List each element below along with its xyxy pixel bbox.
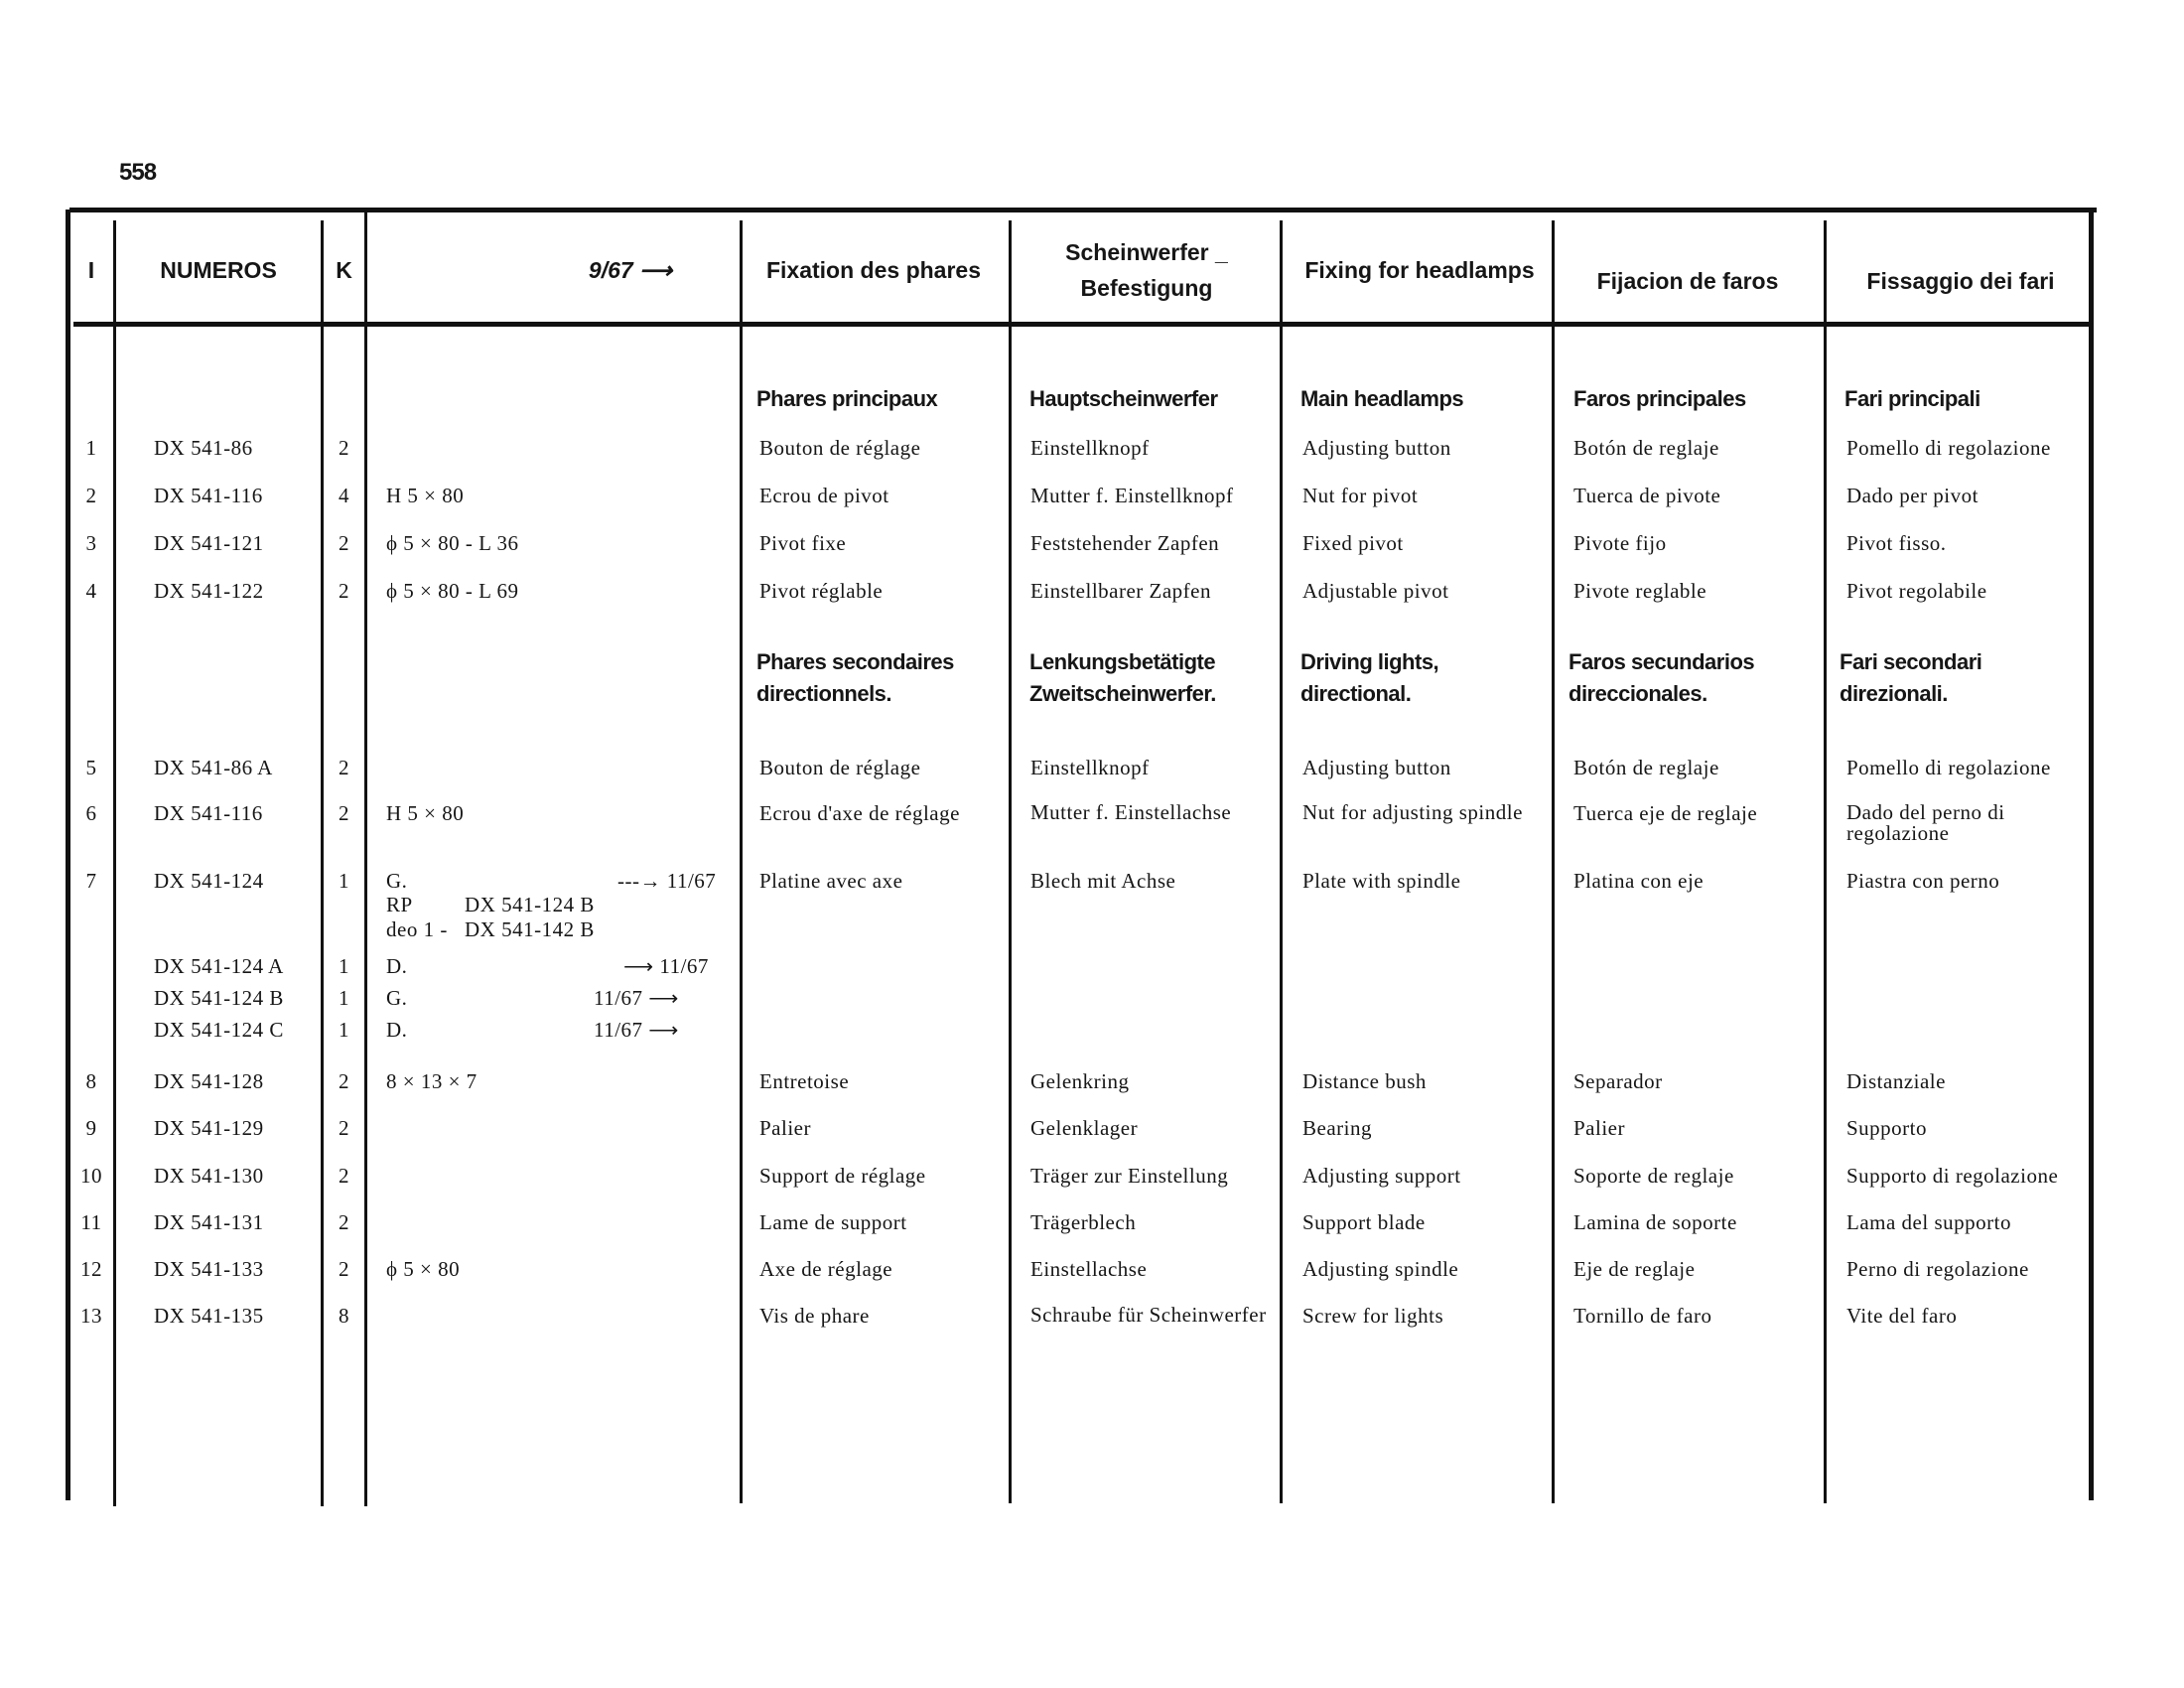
description-es: Tornillo de faro: [1573, 1304, 1712, 1328]
column-divider: [1280, 220, 1283, 1503]
variant-spec: D.: [386, 1018, 408, 1042]
section-heading-de: Hauptscheinwerfer: [1029, 386, 1218, 411]
variant-part-number: DX 541-124 B: [154, 986, 284, 1010]
part-number: DX 541-86 A: [154, 756, 273, 779]
description-es: Pivote reglable: [1573, 579, 1707, 603]
section-heading-en: Main headlamps: [1300, 386, 1464, 411]
description-it: Vite del faro: [1846, 1304, 1958, 1328]
variant-date-range: ⟶ 11/67: [623, 954, 709, 978]
description-en: Adjusting button: [1302, 436, 1451, 460]
part-number: DX 541-131: [154, 1210, 264, 1234]
description-fr: Platine avec axe: [759, 869, 903, 893]
description-es: Eje de reglaje: [1573, 1257, 1696, 1281]
quantity: 2: [339, 531, 349, 555]
row7-deo-value: DX 541-142 B: [465, 917, 595, 941]
description-en: Distance bush: [1302, 1069, 1427, 1093]
description-es: Botón de reglaje: [1573, 436, 1719, 460]
quantity: 2: [339, 801, 349, 825]
quantity: 4: [339, 484, 349, 507]
row-index: 5: [85, 756, 97, 779]
column-divider: [1552, 220, 1555, 1503]
row-index: 7: [85, 869, 97, 893]
description-it: Supporto di regolazione: [1846, 1164, 2059, 1188]
part-spec: G.: [386, 869, 408, 893]
description-es: Botón de reglaje: [1573, 756, 1719, 779]
description-en: Adjusting support: [1302, 1164, 1461, 1188]
variant-part-number: DX 541-124 C: [154, 1018, 284, 1042]
row7-rp-label: RP: [386, 893, 413, 916]
variant-quantity: 1: [339, 1018, 349, 1042]
quantity: 2: [339, 756, 349, 779]
description-es: Separador: [1573, 1069, 1663, 1093]
description-de: Mutter f. Einstellknopf: [1030, 484, 1234, 507]
part-number: DX 541-128: [154, 1069, 264, 1093]
quantity: 1: [339, 869, 349, 893]
description-en: Screw for lights: [1302, 1304, 1444, 1328]
row-index: 6: [85, 801, 97, 825]
description-fr: Pivot réglable: [759, 579, 884, 603]
section-heading-fr: Phares secondaires directionnels.: [756, 649, 954, 706]
description-en: Adjustable pivot: [1302, 579, 1449, 603]
description-de: Mutter f. Einstellachse: [1030, 800, 1232, 824]
part-spec: ϕ 5 × 80 - L 36: [386, 531, 519, 555]
description-it: Pomello di regolazione: [1846, 436, 2051, 460]
part-number: DX 541-122: [154, 579, 264, 603]
description-fr: Lame de support: [759, 1210, 907, 1234]
description-de: Blech mit Achse: [1030, 869, 1176, 893]
part-number: DX 541-130: [154, 1164, 264, 1188]
column-divider: [1009, 220, 1012, 1503]
description-it: Supporto: [1846, 1116, 1928, 1140]
description-es: Palier: [1573, 1116, 1625, 1140]
part-spec: 8 × 13 × 7: [386, 1069, 478, 1093]
description-en: Adjusting button: [1302, 756, 1451, 779]
section-heading-de: Lenkungsbetätigte Zweitscheinwerfer.: [1029, 649, 1216, 706]
section-heading-es: Faros principales: [1573, 386, 1746, 411]
part-date-range: ---→ 11/67: [617, 869, 717, 893]
description-de: Schraube für Scheinwerfer: [1030, 1303, 1267, 1327]
description-de: Gelenkring: [1030, 1069, 1130, 1093]
description-fr: Palier: [759, 1116, 811, 1140]
description-fr: Ecrou de pivot: [759, 484, 889, 507]
description-es: Tuerca de pivote: [1573, 484, 1721, 507]
part-number: DX 541-133: [154, 1257, 264, 1281]
header-index: I: [87, 257, 95, 283]
description-es: Soporte de reglaje: [1573, 1164, 1734, 1188]
description-es: Pivote fijo: [1573, 531, 1667, 555]
header-french: Fixation des phares: [765, 257, 981, 283]
header-german: Scheinwerfer _ Befestigung: [1065, 239, 1228, 301]
section-heading-en: Driving lights, directional.: [1300, 649, 1439, 706]
part-number: DX 541-116: [154, 484, 263, 507]
description-it: Dado per pivot: [1846, 484, 1979, 507]
quantity: 8: [339, 1304, 349, 1328]
header-numeros: NUMEROS: [160, 257, 277, 283]
description-en: Adjusting spindle: [1302, 1257, 1459, 1281]
description-de: Träger zur Einstellung: [1030, 1164, 1229, 1188]
quantity: 2: [339, 1257, 349, 1281]
description-de: Trägerblech: [1030, 1210, 1137, 1234]
section-heading-it: Fari secondari direzionali.: [1840, 649, 1982, 706]
row-index: 10: [80, 1164, 102, 1188]
description-fr: Bouton de réglage: [759, 436, 921, 460]
section-heading-es: Faros secundarios direccionales.: [1569, 649, 1755, 706]
part-number: DX 541-124: [154, 869, 264, 893]
page-number: 558: [119, 159, 157, 186]
variant-spec: G.: [386, 986, 408, 1010]
description-it: Lama del supporto: [1846, 1210, 2011, 1234]
description-en: Nut for pivot: [1302, 484, 1419, 507]
column-divider: [364, 212, 367, 1506]
variant-quantity: 1: [339, 954, 349, 978]
part-spec: ϕ 5 × 80 - L 69: [386, 579, 519, 603]
part-spec: H 5 × 80: [386, 484, 465, 507]
header-date-range: 9/67 ⟶: [588, 257, 673, 283]
table-top-border: [69, 208, 2097, 212]
header-spanish: Fijacion de faros: [1596, 268, 1779, 294]
description-de: Feststehender Zapfen: [1030, 531, 1220, 555]
variant-date-range: 11/67 ⟶: [594, 986, 679, 1010]
part-number: DX 541-121: [154, 531, 264, 555]
description-es: Tuerca eje de reglaje: [1573, 801, 1758, 825]
row-index: 12: [80, 1257, 102, 1281]
description-es: Platina con eje: [1573, 869, 1705, 893]
description-de: Einstellachse: [1030, 1257, 1148, 1281]
description-en: Nut for adjusting spindle: [1302, 800, 1523, 824]
variant-date-range: 11/67 ⟶: [594, 1018, 679, 1042]
quantity: 2: [339, 436, 349, 460]
section-heading-fr: Phares principaux: [756, 386, 938, 411]
quantity: 2: [339, 1210, 349, 1234]
column-divider: [1824, 220, 1827, 1503]
description-it: Dado del perno di regolazione: [1846, 800, 2005, 845]
description-fr: Bouton de réglage: [759, 756, 921, 779]
quantity: 2: [339, 1164, 349, 1188]
row7-deo-label: deo 1 -: [386, 917, 448, 941]
table-header-divider: [73, 322, 2091, 327]
column-divider: [113, 220, 116, 1506]
row7-rp-value: DX 541-124 B: [465, 893, 595, 916]
description-fr: Entretoise: [759, 1069, 850, 1093]
quantity: 2: [339, 1116, 349, 1140]
part-number: DX 541-129: [154, 1116, 264, 1140]
description-it: Distanziale: [1846, 1069, 1946, 1093]
variant-spec: D.: [386, 954, 408, 978]
description-de: Einstellknopf: [1030, 436, 1150, 460]
row-index: 3: [85, 531, 97, 555]
description-it: Piastra con perno: [1846, 869, 2000, 893]
table-right-border: [2089, 210, 2094, 1500]
description-de: Einstellknopf: [1030, 756, 1150, 779]
description-de: Einstellbarer Zapfen: [1030, 579, 1211, 603]
row-index: 8: [85, 1069, 97, 1093]
part-spec: ϕ 5 × 80: [386, 1257, 461, 1281]
quantity: 2: [339, 579, 349, 603]
description-it: Pivot fisso.: [1846, 531, 1947, 555]
part-spec: H 5 × 80: [386, 801, 465, 825]
description-fr: Axe de réglage: [759, 1257, 893, 1281]
description-it: Pomello di regolazione: [1846, 756, 2051, 779]
header-k: K: [336, 257, 352, 283]
row-index: 2: [85, 484, 97, 507]
description-es: Lamina de soporte: [1573, 1210, 1737, 1234]
description-en: Fixed pivot: [1302, 531, 1404, 555]
quantity: 2: [339, 1069, 349, 1093]
row-index: 1: [85, 436, 97, 460]
part-number: DX 541-135: [154, 1304, 264, 1328]
description-it: Perno di regolazione: [1846, 1257, 2029, 1281]
row-index: 11: [80, 1210, 102, 1234]
description-en: Plate with spindle: [1302, 869, 1461, 893]
section-heading-it: Fari principali: [1844, 386, 1980, 411]
description-de: Gelenklager: [1030, 1116, 1139, 1140]
description-en: Bearing: [1302, 1116, 1372, 1140]
header-italian: Fissaggio dei fari: [1866, 268, 2055, 294]
description-en: Support blade: [1302, 1210, 1426, 1234]
part-number: DX 541-86: [154, 436, 253, 460]
row-index: 13: [80, 1304, 102, 1328]
description-fr: Vis de phare: [759, 1304, 870, 1328]
variant-part-number: DX 541-124 A: [154, 954, 284, 978]
row-index: 4: [85, 579, 97, 603]
row-index: 9: [85, 1116, 97, 1140]
description-fr: Pivot fixe: [759, 531, 847, 555]
column-divider: [740, 220, 743, 1503]
part-number: DX 541-116: [154, 801, 263, 825]
description-it: Pivot regolabile: [1846, 579, 1987, 603]
header-english: Fixing for headlamps: [1304, 257, 1535, 283]
description-fr: Ecrou d'axe de réglage: [759, 801, 960, 825]
variant-quantity: 1: [339, 986, 349, 1010]
description-fr: Support de réglage: [759, 1164, 926, 1188]
